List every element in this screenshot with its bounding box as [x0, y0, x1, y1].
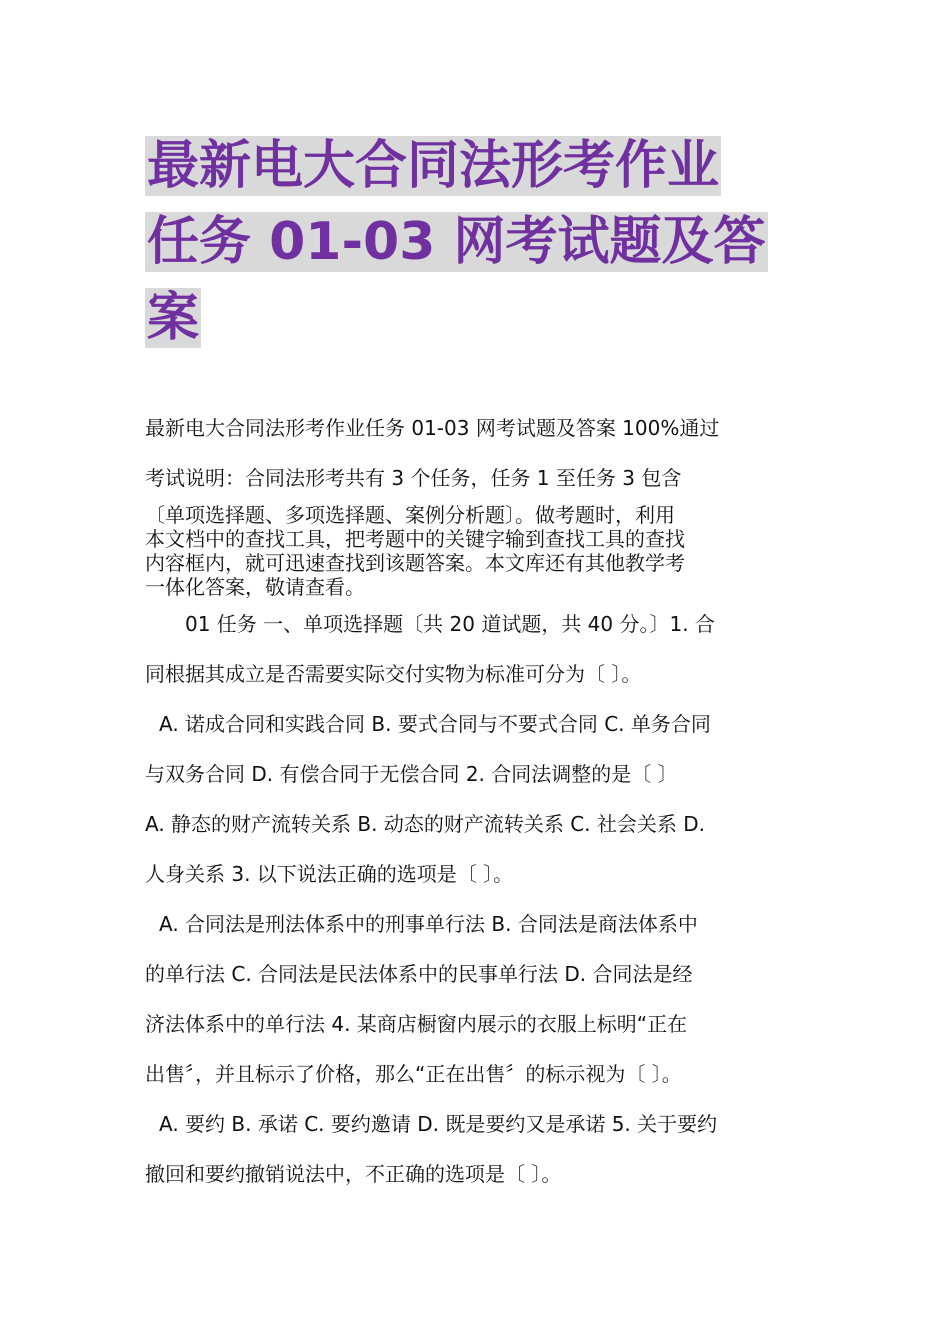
body-line: 人身关系 3. 以下说法正确的选项是〔 〕。	[145, 862, 514, 886]
body-line: 同根据其成立是否需要实际交付实物为标准可分为〔 〕。	[145, 662, 642, 686]
document-page	[145, 128, 807, 1186]
title-line-3: 案	[147, 288, 200, 348]
body-line: 撤回和要约撤销说法中，不正确的选项是〔 〕。	[145, 1162, 562, 1186]
body-line: A. 要约 B. 承诺 C. 要约邀请 D. 既是要约又是承诺 5. 关于要约	[159, 1112, 718, 1136]
body-line: A. 诺成合同和实践合同 B. 要式合同与不要式合同 C. 单务合同	[159, 712, 711, 736]
body-line: 内容框内，就可迅速查找到该题答案。本文库还有其他教学考	[145, 551, 685, 575]
body-line: 本文档中的查找工具，把考题中的关键字输到查找工具的查找	[145, 527, 685, 551]
body-line: 出售〞，并且标示了价格，那么“正在出售〞的标示视为〔 〕。	[145, 1062, 682, 1086]
body-line: 济法体系中的单行法 4. 某商店橱窗内展示的衣服上标明“正在	[145, 1012, 688, 1036]
title-line-1: 最新电大合同法形考作业	[147, 136, 720, 196]
body-line: 〔单项选择题、多项选择题、案例分析题〕。做考题时，利用	[145, 503, 675, 527]
body-line: 一体化答案，敬请查看。	[145, 575, 365, 599]
body-line: 考试说明：合同法形考共有 3 个任务，任务 1 至任务 3 包含	[145, 466, 682, 490]
document-title	[145, 128, 807, 356]
document-body	[145, 403, 807, 1199]
body-line: 01 任务 一、单项选择题〔共 20 道试题，共 40 分。〕1. 合	[185, 612, 715, 636]
body-line: 最新电大合同法形考作业任务 01-03 网考试题及答案 100%通过	[145, 416, 720, 440]
body-line: A. 合同法是刑法体系中的刑事单行法 B. 合同法是商法体系中	[159, 912, 698, 936]
title-line-2: 任务 01-03 网考试题及答	[147, 212, 766, 272]
body-line: 与双务合同 D. 有偿合同于无偿合同 2. 合同法调整的是〔 〕	[145, 762, 678, 786]
body-line: 的单行法 C. 合同法是民法体系中的民事单行法 D. 合同法是经	[145, 962, 693, 986]
body-line: A. 静态的财产流转关系 B. 动态的财产流转关系 C. 社会关系 D.	[145, 812, 705, 836]
